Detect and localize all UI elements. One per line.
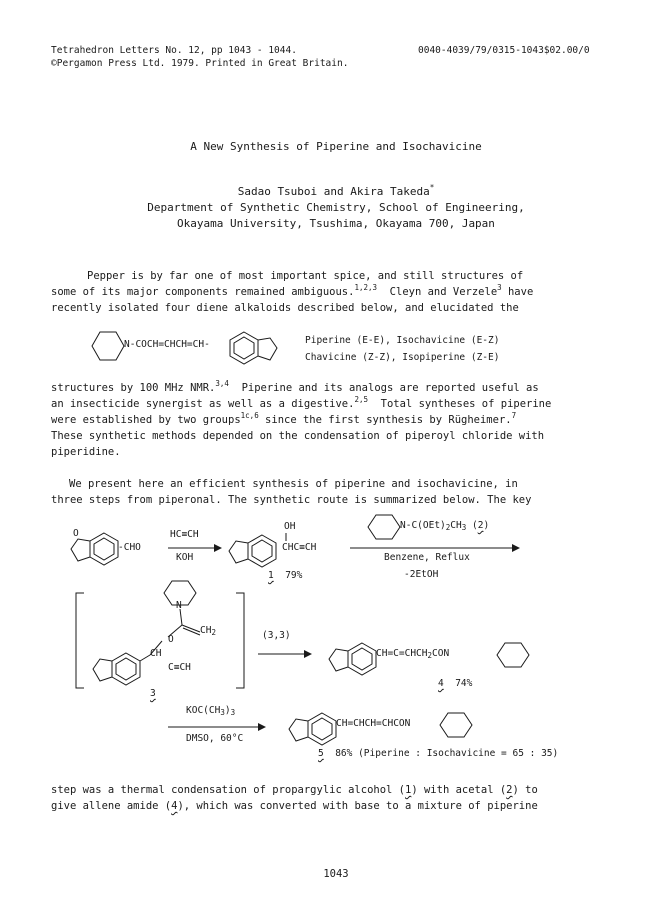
dioxole-ring [258, 338, 277, 360]
ref: 2,5 [354, 395, 368, 404]
ref: 3 [497, 283, 502, 292]
text: 3 [461, 523, 467, 532]
right-bracket [236, 593, 244, 688]
text: some of its major components remained ambiguous. [51, 286, 355, 298]
acetal-piperidine-ring [368, 515, 400, 539]
ethynyl-label: C≡CH [168, 662, 191, 673]
text: 3 [220, 708, 225, 717]
paragraph-step [51, 782, 538, 814]
intro-line-7: These synthetic methods depended on the condensation of piperoyl chloride with [51, 430, 545, 442]
diene-label: CH=CHCH=CHCON [336, 718, 411, 729]
text: ), which was converted with base to a mixture of piperine [177, 800, 538, 812]
compound-5-number: 5 [318, 748, 324, 759]
o-label: O [73, 528, 79, 539]
text: since the first synthesis by Rügheimer. [265, 414, 512, 426]
text: 2 [211, 628, 216, 637]
text: structures by 100 MHz NMR. [51, 382, 216, 394]
compound-3-label [150, 688, 156, 699]
intermediate-n: N [176, 600, 182, 611]
text: 2 [427, 651, 432, 660]
intro-line-4 [51, 380, 551, 396]
text: CON [432, 648, 450, 659]
article-code: 0040-4039/79/0315-1043$02.00/0 [418, 45, 590, 56]
affiliation-line-2: Okayama University, Tsushima, Okayama 700, Japan [177, 217, 495, 230]
reagent-koh: KOH [176, 552, 194, 563]
chain-label: N-COCH=CHCH=CH- [124, 339, 210, 350]
text: CH [450, 520, 462, 531]
journal-citation: Tetrahedron Letters No. 12, pp 1043 - 1044. [51, 45, 297, 56]
step-line-2 [51, 798, 538, 814]
base-label [186, 705, 235, 716]
page-number: 1043 [323, 868, 349, 880]
synthesis-scheme [0, 505, 672, 770]
author-block [0, 184, 672, 232]
intro-line-1: Pepper is by far one of most important spice, and still structures of [87, 270, 524, 282]
compound-1-yield: 79% [285, 570, 303, 581]
text: an insecticide synergist as well as a digestive. [51, 398, 355, 410]
present-line-1: We present here an efficient synthesis of piperine and isochavicine, in [69, 478, 518, 490]
text: N-C(OEt) [400, 520, 446, 531]
text: CH [200, 625, 212, 636]
text: Cleyn and Verzele [389, 286, 498, 298]
ref: 1c,6 [240, 411, 259, 420]
step-line-1 [51, 782, 538, 798]
compound-ref: 1 [405, 784, 412, 796]
text: CH=C=CHCH [376, 648, 428, 659]
rearrangement-label: (3,3) [262, 630, 291, 641]
arrow-3-head [304, 650, 312, 658]
corresponding-mark: * [429, 183, 435, 192]
text: Total syntheses of piperine [380, 398, 552, 410]
intro-line-2 [51, 284, 533, 300]
compound-ref: 4 [171, 800, 178, 812]
compound-1-label [268, 570, 302, 581]
text: KOC(CH [186, 705, 221, 716]
text: 2 [445, 523, 451, 532]
ch-label: CH [150, 648, 162, 659]
text: step was a thermal condensation of propargylic alcohol ( [51, 784, 406, 796]
allene-label [376, 648, 449, 659]
compound-4-label [438, 678, 472, 689]
compound-2-number: 2 [477, 520, 484, 531]
propargyl-label: CHC≡CH [282, 542, 317, 553]
compound-ref: 2 [506, 784, 513, 796]
reagent-acetylene: HC≡CH [170, 529, 199, 540]
intro-line-5 [51, 396, 551, 412]
ref: 7 [511, 411, 517, 420]
ref: 3,4 [215, 379, 229, 388]
text: ) to [512, 784, 538, 796]
oh-label: OH [284, 521, 296, 532]
text: give allene amide ( [51, 800, 172, 812]
affiliation-line-1: Department of Synthetic Chemistry, School of Engineering, [147, 201, 525, 214]
text: 3 [230, 708, 236, 717]
text: have [507, 286, 534, 298]
arrow-4-head [258, 723, 266, 731]
paragraph-intro [51, 268, 533, 316]
cho-label: -CHO [118, 542, 141, 553]
paragraph-intro-cont [51, 380, 551, 460]
compound-4-yield: 74% [455, 678, 473, 689]
solvent-label: Benzene, Reflux [384, 552, 470, 563]
arrow-1-head [214, 544, 222, 552]
ref: 1,2,3 [354, 283, 378, 292]
conditions-label: DMSO, 60°C [186, 733, 244, 744]
compound-3-number: 3 [150, 688, 156, 699]
compound-1-number: 1 [268, 570, 274, 581]
acetal-label: $N-C(OEt)_2CH_3$ (2) [400, 520, 490, 532]
compound-1-structure [229, 533, 286, 567]
text: were established by two groups [51, 414, 241, 426]
compound-5-label [318, 748, 558, 759]
article-title: A New Synthesis of Piperine and Isochavicine [190, 140, 482, 153]
arrow-2-head [512, 544, 520, 552]
text: Piperine and its analogs are reported useful as [241, 382, 539, 394]
isomer-labels-1: Piperine (E-E), Isochavicine (E-Z) [305, 335, 500, 346]
compound-5-yield: 86% (Piperine : Isochavicine = 65 : 35) [335, 748, 559, 759]
authors: Sadao Tsuboi and Akira Takeda [237, 185, 430, 198]
present-line-2: three steps from piperonal. The synthetic route is summarized below. The key [51, 494, 532, 506]
intro-line-6 [51, 412, 551, 428]
intro-line-8: piperidine. [51, 446, 121, 458]
benzene-inner-ring [234, 337, 254, 359]
compound-4-number: 4 [438, 678, 444, 689]
text: ) with acetal ( [411, 784, 507, 796]
intro-line-3: recently isolated four diene alkaloids described below, and elucidated the [51, 302, 519, 314]
ch2-label [200, 625, 216, 636]
paragraph-present [51, 476, 531, 508]
elimination-label: -2EtOH [404, 569, 439, 580]
left-bracket [76, 593, 84, 688]
piperidine-ring [92, 332, 124, 360]
isomer-labels-2: Chavicine (Z-Z), Isopiperine (Z-E) [305, 352, 500, 363]
copyright-line: ©Pergamon Press Ltd. 1979. Printed in Great Britain. [51, 58, 349, 69]
intermediate-o: O [168, 634, 174, 645]
text: ) [224, 705, 231, 716]
